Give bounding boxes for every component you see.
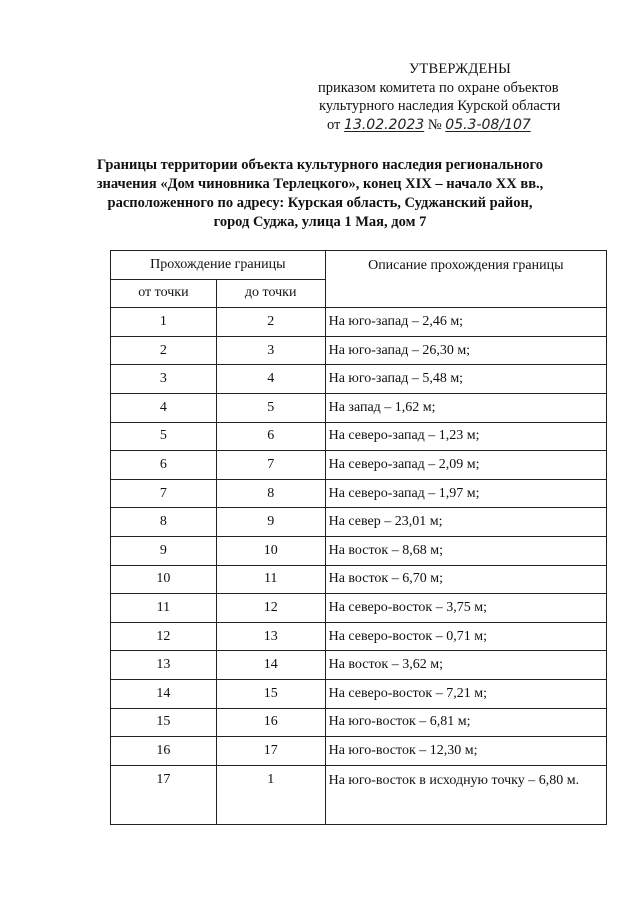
from-point-cell: 6 bbox=[111, 451, 217, 480]
table-row bbox=[111, 594, 607, 623]
to-point-cell: 5 bbox=[216, 393, 325, 422]
from-point-cell: 5 bbox=[111, 422, 217, 451]
table-row bbox=[111, 679, 607, 708]
header-boundary-passage: Прохождение границы bbox=[111, 251, 326, 280]
to-point-cell: 1 bbox=[216, 765, 325, 824]
from-point-cell: 8 bbox=[111, 508, 217, 537]
to-point-cell: 6 bbox=[216, 422, 325, 451]
to-point-cell: 8 bbox=[216, 479, 325, 508]
heading-line-4: город Суджа, улица 1 Мая, дом 7 bbox=[213, 214, 427, 230]
boundary-table bbox=[110, 250, 607, 825]
from-point-cell: 12 bbox=[111, 622, 217, 651]
table-row bbox=[111, 737, 607, 766]
from-point-cell: 3 bbox=[111, 365, 217, 394]
table-row bbox=[111, 479, 607, 508]
from-point-cell: 4 bbox=[111, 393, 217, 422]
to-point-cell: 2 bbox=[216, 308, 325, 337]
description-cell: На северо-запад – 1,23 м; bbox=[325, 422, 606, 451]
to-point-cell: 17 bbox=[216, 737, 325, 766]
table-row bbox=[111, 451, 607, 480]
from-point-cell: 7 bbox=[111, 479, 217, 508]
approval-block bbox=[300, 60, 600, 134]
description-cell: На восток – 8,68 м; bbox=[325, 536, 606, 565]
table-row bbox=[111, 422, 607, 451]
to-point-cell: 11 bbox=[216, 565, 325, 594]
table-row bbox=[111, 336, 607, 365]
from-point-cell: 14 bbox=[111, 679, 217, 708]
to-point-cell: 16 bbox=[216, 708, 325, 737]
to-point-cell: 12 bbox=[216, 594, 325, 623]
to-point-cell: 4 bbox=[216, 365, 325, 394]
to-point-cell: 3 bbox=[216, 336, 325, 365]
description-cell: На юго-восток – 12,30 м; bbox=[325, 737, 606, 766]
from-point-cell: 16 bbox=[111, 737, 217, 766]
description-cell: На северо-запад – 2,09 м; bbox=[325, 451, 606, 480]
description-cell: На юго-восток – 6,81 м; bbox=[325, 708, 606, 737]
header-to-point: до точки bbox=[216, 279, 325, 308]
to-point-cell: 9 bbox=[216, 508, 325, 537]
table-row bbox=[111, 708, 607, 737]
date-prefix: от bbox=[327, 116, 341, 133]
table-row bbox=[111, 651, 607, 680]
approval-date-line bbox=[300, 116, 600, 135]
description-cell: На юго-запад – 2,46 м; bbox=[325, 308, 606, 337]
to-point-cell: 10 bbox=[216, 536, 325, 565]
to-point-cell: 7 bbox=[216, 451, 325, 480]
to-point-cell: 13 bbox=[216, 622, 325, 651]
from-point-cell: 17 bbox=[111, 765, 217, 824]
from-point-cell: 13 bbox=[111, 651, 217, 680]
description-cell: На северо-восток – 0,71 м; bbox=[325, 622, 606, 651]
number-prefix: № bbox=[427, 116, 442, 133]
heading-line-3: расположенного по адресу: Курская область, Суджанский район, bbox=[107, 195, 533, 211]
approval-line-2: культурного наследия Курской области bbox=[319, 98, 561, 114]
from-point-cell: 1 bbox=[111, 308, 217, 337]
description-cell: На северо-запад – 1,97 м; bbox=[325, 479, 606, 508]
table-row bbox=[111, 765, 607, 824]
document-heading bbox=[60, 156, 580, 232]
table-row bbox=[111, 393, 607, 422]
description-cell: На юго-запад – 26,30 м; bbox=[325, 336, 606, 365]
description-cell: На северо-восток – 7,21 м; bbox=[325, 679, 606, 708]
table-row bbox=[111, 622, 607, 651]
description-cell: На восток – 3,62 м; bbox=[325, 651, 606, 680]
table-row bbox=[111, 365, 607, 394]
heading-line-2: значения «Дом чиновника Терлецкого», конец XIX – начало XX вв., bbox=[96, 176, 544, 192]
description-cell: На запад – 1,62 м; bbox=[325, 393, 606, 422]
handwritten-order-number: 05.3-08/107 bbox=[445, 116, 531, 133]
handwritten-date: 13.02.2023 bbox=[344, 116, 425, 133]
from-point-cell: 2 bbox=[111, 336, 217, 365]
table-row bbox=[111, 508, 607, 537]
description-cell: На северо-восток – 3,75 м; bbox=[325, 594, 606, 623]
to-point-cell: 14 bbox=[216, 651, 325, 680]
from-point-cell: 10 bbox=[111, 565, 217, 594]
approval-line-1: приказом комитета по охране объектов bbox=[318, 79, 559, 96]
from-point-cell: 15 bbox=[111, 708, 217, 737]
description-cell: На юго-восток в исходную точку – 6,80 м. bbox=[325, 765, 606, 824]
table-header-row bbox=[111, 251, 607, 280]
from-point-cell: 9 bbox=[111, 536, 217, 565]
description-cell: На восток – 6,70 м; bbox=[325, 565, 606, 594]
table-row bbox=[111, 536, 607, 565]
description-cell: На юго-запад – 5,48 м; bbox=[325, 365, 606, 394]
description-cell: На север – 23,01 м; bbox=[325, 508, 606, 537]
approval-title: УТВЕРЖДЕНЫ bbox=[408, 61, 512, 77]
to-point-cell: 15 bbox=[216, 679, 325, 708]
heading-line-1: Границы территории объекта культурного наследия регионального bbox=[97, 157, 543, 173]
table-row bbox=[111, 565, 607, 594]
table-row bbox=[111, 308, 607, 337]
header-from-point: от точки bbox=[111, 279, 217, 308]
from-point-cell: 11 bbox=[111, 594, 217, 623]
header-description: Описание прохождения границы bbox=[325, 251, 606, 308]
